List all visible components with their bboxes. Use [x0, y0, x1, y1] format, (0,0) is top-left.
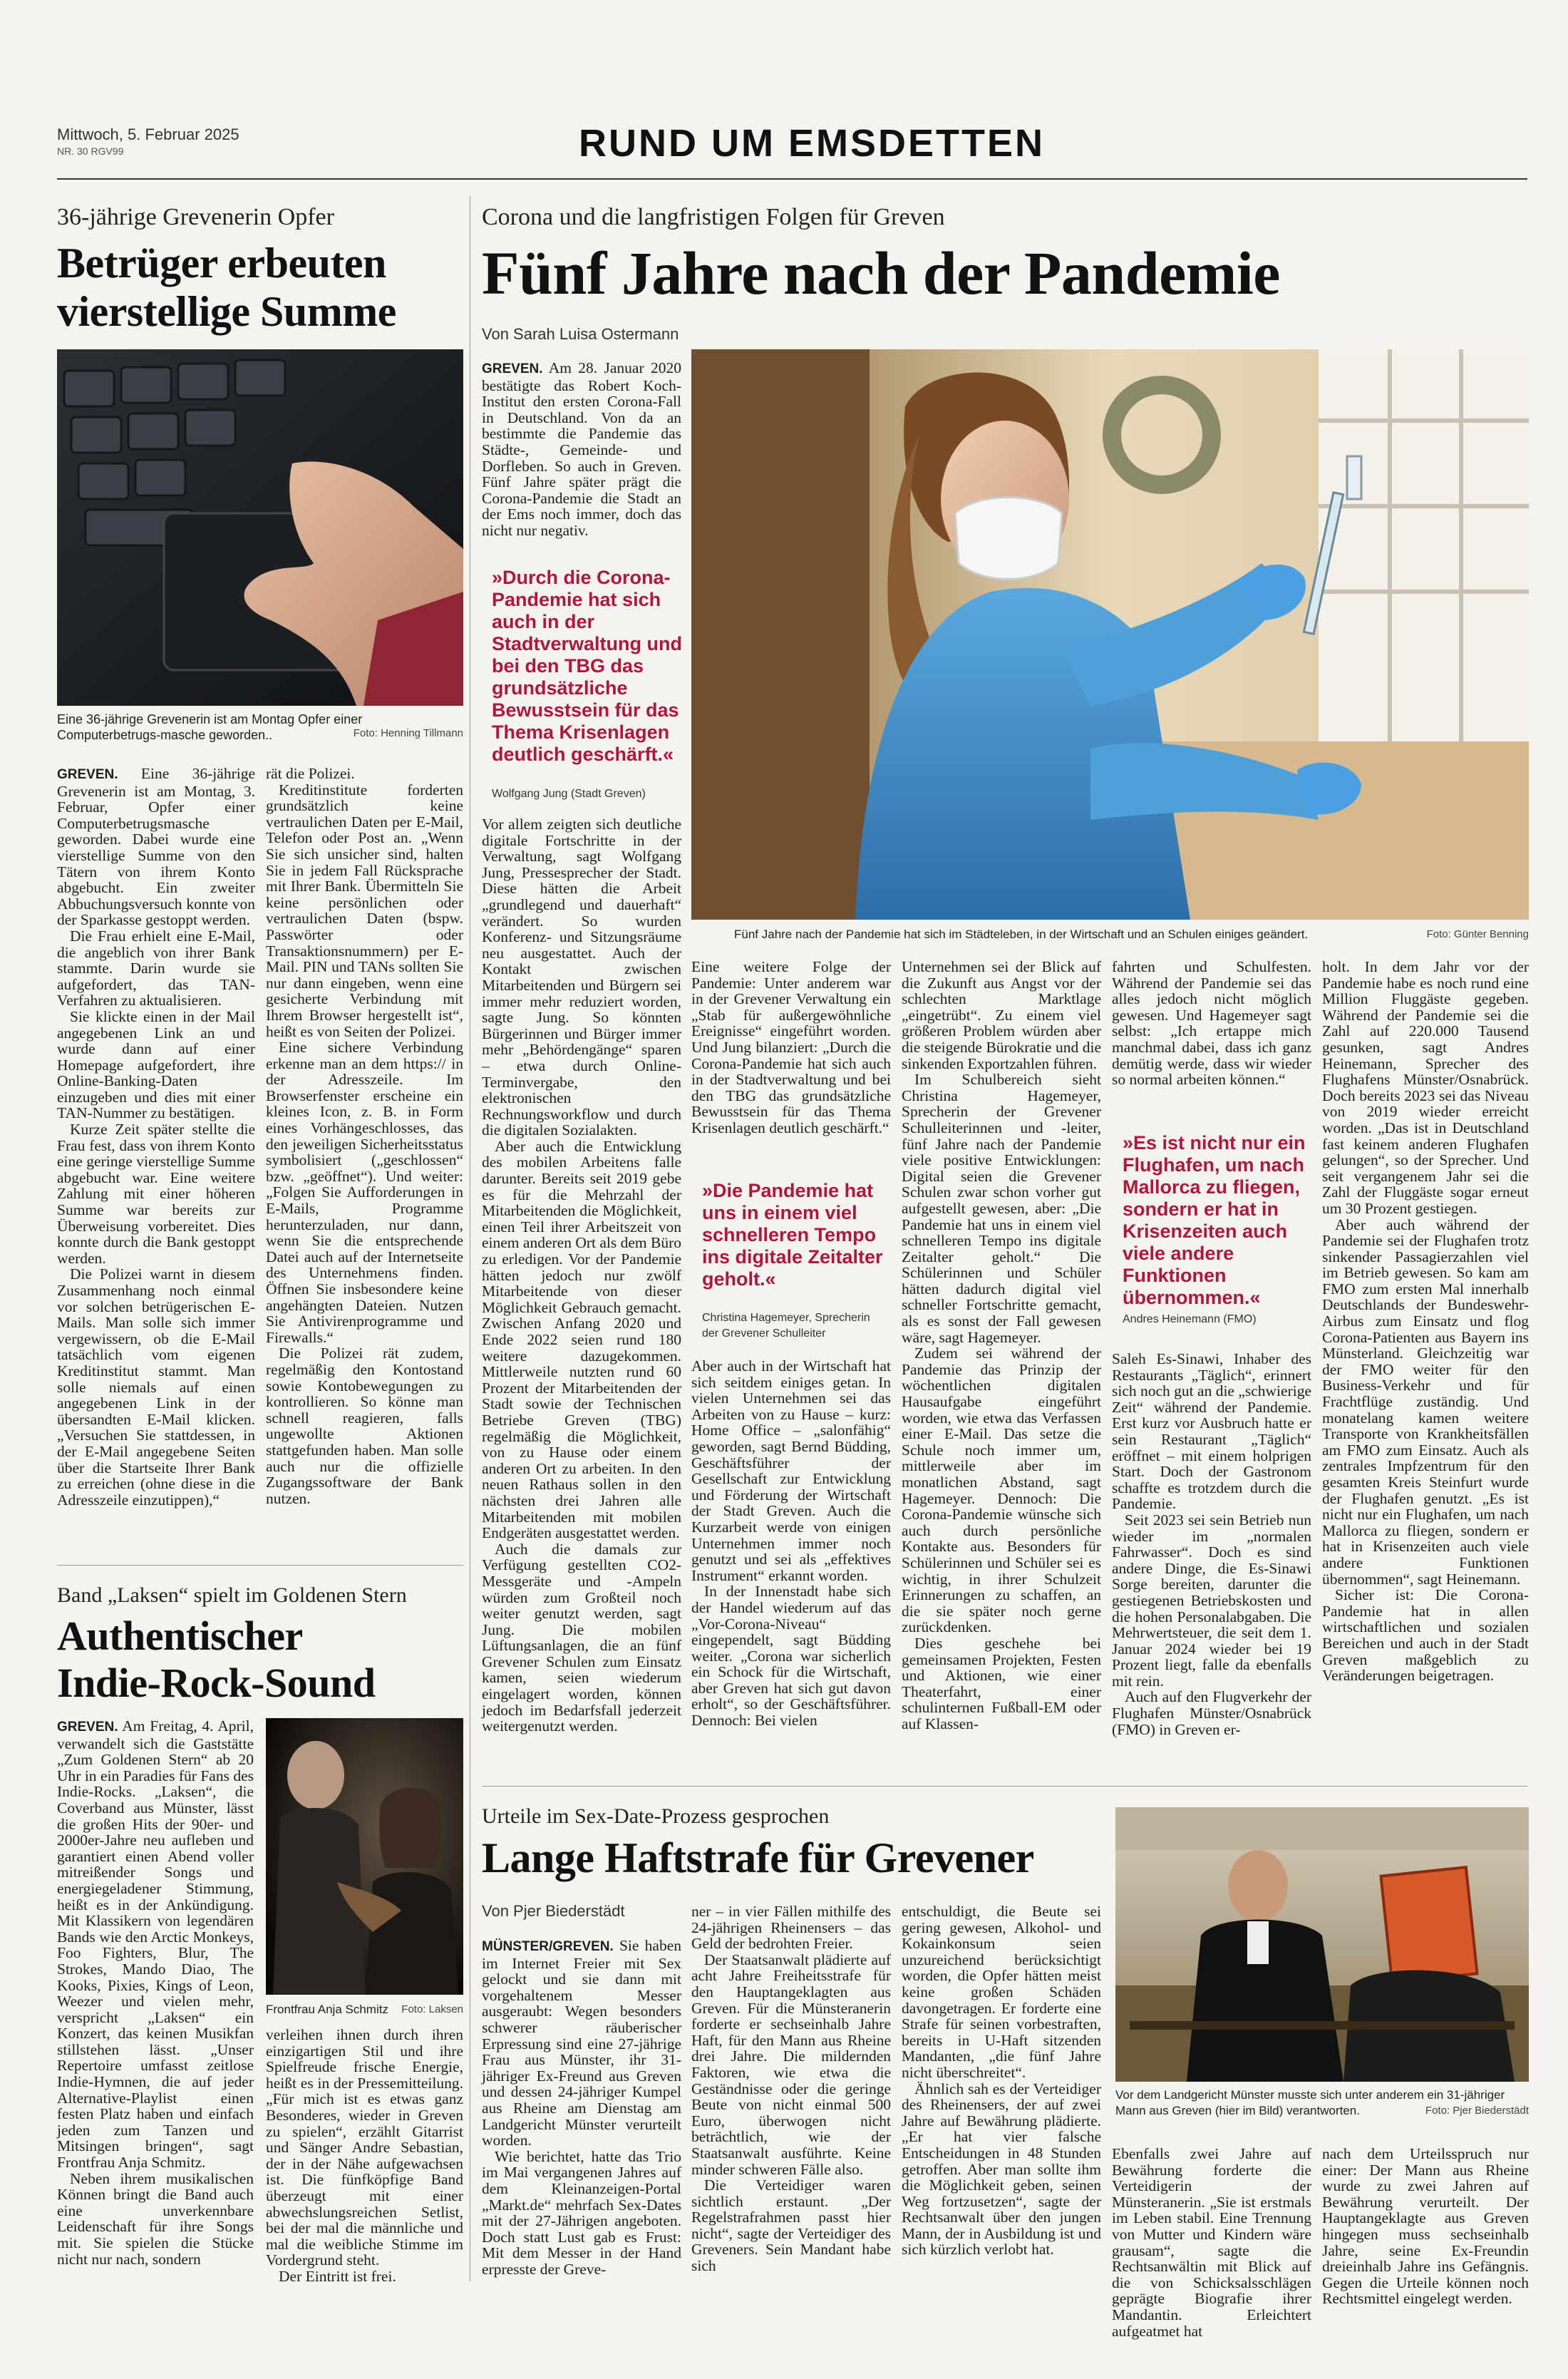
paragraph: Wie berichtet, hatte das Trio im Mai vergangenen Jahres auf dem Kleinanzeigen-Portal „Markt.de“ mehrfach Sex-Dates mit der 27-Jährigen angeboten. Doch statt Lust gab es Frust: Mit dem Messer in der Hand erpresste der Greve- [482, 2147, 681, 2278]
story4-headline: Lange Haftstrafe für Grevener [482, 1834, 1034, 1881]
paragraph: Eine sichere Verbindung erkenne man an dem https:// in der Adresszeile. Im Browserfenster erscheine ein kleines Icon, z. B. in Form eines Vorhängeschlosses, das den jeweiligen Sicherheitsstatus symbolisiert („geschlossen“ bzw. „geöffnet“). Und weiter: „Folgen Sie Aufforderungen in E-Mails, Programme herunterzuladen, nur dann, wenn Sie die entsprechende Datei auch auf der Internetseite des Unternehmens finden. Öffnen Sie insbesondere keine angehängten Dateien. Nutzen Sie Antivirenprogramme und Firewalls.“ [266, 1039, 463, 1346]
story3-kicker: Corona und die langfristigen Folgen für Greven [482, 204, 945, 230]
paragraph: Am 28. Januar 2020 bestätigte das Robert Koch-Institut den ersten Corona-Fall in Deutschland. Von da an bestimmte die Pandemie das Städte-, Gemeinde- und Dorfleben. So auch in Greven. Fünf Jahre später prägt die Corona-Pandemie die Stadt an der Ems noch immer, doch das nicht nur negativ. [482, 359, 681, 539]
story1-place: GREVEN. [57, 767, 118, 782]
paragraph: Saleh Es-Sinawi, Inhaber des Restaurants „Täglich“, erinnert sich noch gut an die „schwierige Zeit“ während der Pandemie. Erst kurz vor Ausbruch hatte er sein Restaurant „Täglich“ eröffnet – mit einem holprigen Start. Doch der Gastronom schaffte es trotzdem durch die Pandemie. [1112, 1350, 1312, 1513]
story4-kicker: Urteile im Sex-Date-Prozess gesprochen [482, 1804, 830, 1828]
story3-place: GREVEN. [482, 361, 543, 376]
paragraph: Unternehmen sei der Blick auf die Zukunft aus Angst vor der schlechten Marktlage „eingetrübt“. Zu einem viel größeren Problem würden aber die steigende Bürokratie und die sinkenden Exportzahlen führen. [902, 958, 1101, 1072]
story3-quote1-author: Wolfgang Jung (Stadt Greven) [492, 788, 646, 800]
story3-quote2-author: Christina Hagemeyer, Sprecherin der Grevener Schulleiter [702, 1312, 870, 1340]
paragraph: Die Polizei rät zudem, regelmäßig den Kontostand sowie Kontobewegungen zu kontrollieren. So könne man schnell reagieren, falls ungewollte Aktionen stattgefunden haben. Man solle auch nur die offizielle Zugangssoftware der Bank nutzen. [266, 1345, 463, 1507]
story4-credit: Foto: Pjer Biederstädt [1425, 2105, 1529, 2117]
keyboard-photo [57, 349, 463, 706]
story3-column-b [691, 959, 891, 1158]
story3-quote3: »Es ist nicht nur ein Flughafen, um nach Mallorca zu fliegen, sondern er hat in Krisenzeiten auch viele andere Funktionen übernommen.« [1123, 1132, 1306, 1308]
paragraph: holt. In dem Jahr vor der Pandemie habe es noch rund eine Million Fluggäste gegeben. Während der Pandemie sei die Zahl auf 220.000 Tausend gesunken, sagt Andres Heinemann, Sprecher des Flughafens Münster/Osnabrück. Doch bereits 2023 sei das Niveau von 2019 wieder erreicht worden. „Das ist in Deutschland fast keinem anderen Flughafen gelungen“, so der Sprecher. Und seit vergangenem Jahr sei die Zahl der Fluggäste sogar erneut um 30 Prozent gestiegen. [1322, 958, 1529, 1217]
story1-headline [57, 239, 396, 336]
paragraph: Sie klickte einen in der Mail angegebenen Link an und wurde dann auf einer Homepage aufgefordert, ihre Online-Banking-Daten einzugeben und dies mit einer TAN-Nummer zu bestätigen. [57, 1007, 255, 1122]
paragraph: Dies geschehe bei gemeinsamen Projekten, Festen und Aktionen, wie einer Theaterfahrt, einer schulinternen Fußball-EM oder auf Klassen- [902, 1634, 1101, 1732]
story3-column-c [902, 959, 1101, 1779]
story2-kicker: Band „Laksen“ spielt im Goldenen Stern [57, 1583, 407, 1607]
paragraph: rät die Polizei. [266, 765, 355, 782]
paragraph: Der Staatsanwalt plädierte auf acht Jahre Freiheitsstrafe für den Hauptangeklagten aus Greven. Für die Münsteranerin forderte er sechseinhalb Jahre Haft, für den Mann aus Rheine drei Jahre. Die mildernden Faktoren, wie etwa die Geständnisse oder die geringe Beute von nicht einmal 500 Euro, überwogen nicht beträchtlich, wie der Staatsanwalt ausführte. Keine minder schweren Fälle also. [691, 1951, 891, 2178]
paragraph: Kreditinstitute forderten grundsätzlich keine vertraulichen Daten per E-Mail, Telefon oder Post an. „Wenn Sie sich unsicher sind, halten Sie in jedem Fall Rücksprache mit Ihrer Bank. Übermitteln Sie keine persönlichen oder vertraulichen Daten (bspw. Passwörter oder Transaktionsnummern) per E-Mail. PIN und TANs sollten Sie nur dann eingeben, wenn eine gesicherte Verbindung mit Ihrem Browser hergestellt ist“, heißt es von Seiten der Polizei. [266, 781, 463, 1040]
story1-kicker: 36-jährige Grevenerin Opfer [57, 204, 334, 230]
header-issue: NR. 30 RGV99 [57, 145, 124, 157]
story2-column-2 [266, 2027, 463, 2283]
story4-column-3 [902, 1903, 1101, 2288]
story3-quote2: »Die Pandemie hat uns in einem viel schnelleren Tempo ins digitale Zeitalter geholt.« [702, 1180, 883, 1290]
paragraph: Ebenfalls zwei Jahre auf Bewährung forderte die Verteidigerin der Münsteranerin. „Sie ist erstmals im Leben stabil. Eine Trennung von Mutter und Kindern wäre grausam“, sagte die Rechtsanwältin mit Blick auf die von Schicksalsschlägen geprägte Biografie ihrer Mandantin. Erleichtert aufgeatmet hat [1112, 2145, 1311, 2340]
paragraph: Der Eintritt ist frei. [279, 2267, 396, 2285]
paragraph: Aber auch die Entwicklung des mobilen Arbeitens falle darunter. Bereits seit 2019 gebe es für die Mehrzahl der Mitarbeitenden die Möglichkeit, einen Teil ihrer Arbeitszeit von einem anderen Ort als dem Büro zu erledigen. Vor der Pandemie hätten jedoch nur zwölf Mitarbeitende von dieser Möglichkeit Gebrauch gemacht. Zwischen Anfang 2020 und Ende 2022 seien rund 180 weitere dazugekommen. Mittlerweile nutzten rund 60 Prozent der Mitarbeitenden der Stadt sowie der Technischen Betriebe Greven (TBG) regelmäßig die Möglichkeit, von zu Hause oder einem anderen Ort zu arbeiten. In den neuen Rathaus sollen in den nächsten drei Jahren alle Mitarbeitenden mit mobilen Endgeräten ausgestattet werden. [482, 1137, 682, 1542]
paragraph: Am Freitag, 4. April, verwandelt sich die Gaststätte „Zum Goldenen Stern“ ab 20 Uhr in ein Paradies für Fans des Indie-Rocks. „Laksen“, die Coverband aus Münster, lässt die großen Hits der 90er- und 2000er-Jahre neu aufleben und garantiert einen Abend voller mitreißender Songs und energiegeladener Stimmung, heißt es in der Ankündigung. Mit Klassikern von legendären Bands wie den Arctic Monkeys, Foo Fighters, Blur, The Strokes, Mando Diao, The Kooks, Pixies, Kings of Leon, Weezer und vielen mehr, verspricht „Laksen“ ein Konzert, das keinen Musikfan stillstehen lässt. „Unser Repertoire umfasst zeitlose Indie-Hymnen, die auf jeder Alternative-Playlist einen festen Platz haben und einfach jeden zum Tanzen und Mitsingen bringen“, sagt Frontfrau Anja Schmitz. [57, 1717, 254, 2172]
paragraph: Die Polizei warnt in diesem Zusammenhang noch einmal vor solchen betrügerischen E-Mails. Man solle sich immer vergewissern, ob die E-Mail tatsächlich vom eigenen Kreditinstitut stammt. Man solle niemals auf einen angegebenen Link in der übersandten E-Mail klicken. „Versuchen Sie stattdessen, in der E-Mail angegebene Seiten über die Startseite Ihrer Bank zu erreichen (ohne diese in die Adresszeile einzutippen),“ [57, 1265, 255, 1509]
story3-column-b2 [691, 1358, 891, 1779]
header-rule [57, 178, 1527, 180]
story1-headline-line1: Betrüger erbeuten [57, 240, 386, 287]
paragraph: Auch die damals zur Verfügung gestellten CO2-Messgeräte und -Ampeln würden zum Großteil noch weiter genutzt werden, sagt Jung. Die mobilen Lüftungsanlagen, die an fünf Grevener Schulen zum Einsatz kamen, seien wiederum eingelagert worden, können jedoch im Bedarfsfall jederzeit weitergenutzt werden. [482, 1540, 681, 1735]
paragraph: fahrten und Schulfesten. Während der Pandemie sei das alles jedoch nicht möglich gewesen. Und Hagemeyer sagt selbst: „Ich ertappe mich manchmal dabei, dass ich ganz demütig werde, dass wir wieder so normal arbeiten können.“ [1112, 958, 1311, 1089]
story4-column-5 [1322, 2145, 1529, 2308]
story2-caption: Frontfrau Anja Schmitz [266, 2003, 388, 2016]
paragraph: In der Innenstadt habe sich der Handel wiederum auf das „Vor-Corona-Niveau“ eingependelt, sagt Büdding weiter. „Corona war sicherlich ein Schock für die Wirtschaft, aber Greven hat sich gut davon erholt“, so der Geschäftsführer. Dennoch: Bei vielen [691, 1583, 891, 1730]
story1-credit: Foto: Henning Tillmann [353, 727, 463, 739]
header-date: Mittwoch, 5. Februar 2025 [57, 125, 239, 143]
story3-intro [482, 360, 681, 553]
story2-headline-line2: Indie-Rock-Sound [57, 1660, 376, 1706]
paragraph: Seit 2023 sei sein Betrieb nun wieder im „normalen Fahrwasser“. Doch es sind andere Dinge, die Es-Sinawi Sorge bereiten, darunter die gestiegenen Betriebskosten und die hohen Personalabgaben. Die Mehrwertsteuer, die seit dem 1. Januar 2024 wieder bei 19 Prozent liegt, falle da ebenfalls mit rein. [1112, 1511, 1311, 1690]
paragraph: Neben ihrem musikalischen Können bringt die Band auch eine unverkennbare Leidenschaft für ihre Songs mit. Sie spielen die Stücke nicht nur nach, sondern [57, 2169, 254, 2268]
section-title: RUND UM EMSDETTEN [579, 122, 1045, 165]
paragraph: nach dem Urteilsspruch nur einer: Der Mann aus Rheine wurde zu zwei Jahren auf Bewährung verurteilt. Der Hauptangeklagte aus Greven hingegen muss sechseinhalb Jahre, seine Ex-Freundin dreieinhalb Jahre ins Gefängnis. Gegen die Urteile können noch Rechtsmittel eingelegt werden. [1322, 2145, 1529, 2308]
story2-headline-line1: Authentischer [57, 1613, 303, 1659]
court-photo [1115, 1807, 1529, 2082]
paragraph: Vor allem zeigten sich deutliche digitale Fortschritte in der Verwaltung, sagt Wolfgang Jung, Pressesprecher der Stadt. Diese hätten die Arbeit „grundlegend und dauerhaft“ verändert. So wurden Konferenz- und Sitzungsräume neu ausgestattet. Auch der Kontakt zwischen Mitarbeitenden und Bürgern sei immer mehr reduziert worden, sagte Jung. So könnten Bürgerinnen und Bürger immer mehr „Behördengänge“ sparen – etwa durch Online-Terminvergabe, den elektronischen Rechnungsworkflow und durch die digitalen Sozialakten. [482, 816, 681, 1139]
paragraph: Aber auch in der Wirtschaft hat sich seitdem einiges getan. In vielen Unternehmen sei das Arbeiten von zu Hause – kurz: Home Office – „salonfähig“ geworden, sagt Bernd Büdding, Geschäftsführer der Gesellschaft zur Entwicklung und Förderung der Wirtschaft der Stadt Greven. Auch die Kurzarbeit werde von einigen Unternehmen immer noch genutzt und sei als „effektives Instrument“ erkannt worden. [691, 1357, 891, 1584]
story3-byline: Von Sarah Luisa Ostermann [482, 325, 679, 343]
story3-column-d1 [1112, 959, 1311, 1119]
paragraph: Aber auch während der Pandemie sei der Flughafen trotz sinkender Passagierzahlen viel im Betrieb gewesen. So kam am FMO zum ersten Mal innerhalb Deutschlands der Bundeswehr-Airbus zum Einsatz und flog Corona-Patienten aus Bayern ins Münsterland. Gleichzeitig war der FMO weiter für den Business-Verkehr und für Frachtflüge zuständig. Und monatelang kamen weitere Transporte von Krankheitsfällen am FMO zum Einsatz. Auch als zentrales Impfzentrum für den gesamten Kreis Steinfurt wurde der Flughafen genutzt. „Es ist nicht nur ein Flughafen, um nach Mallorca zu fliegen, sondern er hat in Krisenzeiten auch viele andere Funktionen übernommen“, sagt Heinemann. [1322, 1216, 1529, 1588]
paragraph: Sie haben im Internet Freier mit Sex gelockt und sie dann mit vorgehaltenem Messer ausgeraubt: Wegen besonders schwerer räuberischer Erpressung sind eine 27-jährige Frau aus Münster, ihr 31-jähriger Ex-Freund aus Greven und dessen 24-jähriger Kumpel aus Rheine am Dienstag am Landgericht Münster verurteilt worden. [482, 1937, 681, 2149]
story2-column-1 [57, 1718, 254, 2281]
story4-byline: Von Pjer Biederstädt [482, 1902, 625, 1920]
story2-place: GREVEN. [57, 1720, 118, 1735]
story3-column-a [482, 816, 681, 1775]
paragraph: Sicher ist: Die Corona-Pandemie hat in allen wirtschaftlichen und sozialen Bereichen und auch in der Stadt Greven maßgeblich zu Veränderungen beigetragen. [1322, 1586, 1529, 1685]
paragraph: verleihen ihnen durch ihren einzigartigen Stil und ihre Spielfreude frische Energie, heißt es in der Pressemitteilung. „Für mich ist es etwas ganz Besonderes, wieder in Greven zu spielen“, erzählt Gitarrist und Sänger Andre Sebastian, der in der Nähe aufgewachsen ist. Die fünfköpfige Band überzeugt mit einer abwechslungsreichen Setlist, bei der mal die männliche und mal die weibliche Stimme im Vordergrund steht. [266, 2026, 463, 2269]
story-divider [482, 1786, 1527, 1787]
story1-column-2 [266, 766, 463, 1550]
paragraph: Im Schulbereich sieht Christina Hagemeyer, Sprecherin der Grevener Schulleiterinnen und -leiter, fünf Jahre nach der Pandemie viele positive Entwicklungen: Digital seien die Grevener Schulen zwar schon vorher gut aufgestellt gewesen, aber: „Die Pandemie hat uns in einem viel schnelleren Tempo ins digitale Zeitalter geholt.“ Die Schülerinnen und Schüler hätten dadurch digital viel schneller Fortschritte gemacht, als es sonst der Fall gewesen wäre, sagt Hagemeyer. [902, 1071, 1101, 1346]
paragraph: ner – in vier Fällen mithilfe des 24-jährigen Rheinensers – das Geld der bedrohten Freier. [691, 1903, 891, 1953]
band-photo [266, 1718, 463, 1995]
story4-place: MÜNSTER/GREVEN. [482, 1939, 614, 1954]
paragraph: Eine weitere Folge der Pandemie: Unter anderem war in der Grevener Verwaltung ein „Stab für außergewöhnliche Ereignisse“ eingeführt worden. Und Jung bilanziert: „Durch die Corona-Pandemie hat sich auch in der Stadtverwaltung und bei den TBG das grundsätzliche Bewusstsein für das Thema Krisenlagen deutlich geschärft.“ [691, 958, 891, 1136]
story1-caption: Eine 36-jährige Grevenerin ist am Montag Opfer einer Computerbetrugs-masche geworden.. [57, 712, 363, 742]
story3-column-d2 [1112, 1351, 1311, 1779]
paragraph: Kurze Zeit später stellte die Frau fest, dass von ihrem Konto eine geringe vierstellige Summe abgebucht war. Eine weitere Zahlung mit einer höheren Summe war bereits zur Überweisung vorbereitet. Dies konnte durch die Bank gestoppt werden. [57, 1121, 255, 1267]
paragraph: Zudem sei während der Pandemie das Prinzip der wöchentlichen digitalen Hausaufgabe eingeführt worden, wie etwa das Verfassen einer E-Mail. Das setze die Schule noch immer um, mittlerweile aber im monatlichen Abstand, sagt Hagemeyer. Dennoch: Die Corona-Pandemie wünsche sich auch durch persönliche Kontakte aus. Besonders für Schülerinnen und Schüler sei es wichtig, in ihrer Schulzeit Erinnerungen zu schaffen, an die sie später noch gerne zurückdenken. [902, 1345, 1101, 1636]
story3-caption: Fünf Jahre nach der Pandemie hat sich im Städteleben, in der Wirtschaft und an Schulen einiges geändert. [734, 928, 1309, 941]
paragraph: Auch auf den Flugverkehr der Flughafen Münster/Osnabrück (FMO) in Greven er- [1112, 1688, 1311, 1738]
story3-quote1: »Durch die Corona-Pandemie hat sich auch in der Stadtverwaltung und bei den TBG das grundsätzliche Bewusstsein für das Thema Krisenlagen deutlich geschärft.« [492, 567, 683, 765]
story3-credit: Foto: Günter Benning [1426, 928, 1529, 940]
story1-column-1 [57, 766, 255, 1550]
paragraph: Die Frau erhielt eine E-Mail, die angeblich von ihrer Bank stammte. Darin wurde sie aufgefordert, das TAN-Verfahren zu aktualisieren. [57, 927, 255, 1009]
story4-column-4 [1112, 2145, 1311, 2340]
story3-quote3-author: Andres Heinemann (FMO) [1123, 1313, 1257, 1325]
vaccination-photo [691, 349, 1529, 920]
story2-headline [57, 1613, 375, 1707]
story3-column-e [1322, 959, 1529, 1779]
story4-caption: Vor dem Landgericht Münster musste sich unter anderem ein 31-jähriger Mann aus Greven (hier im Bild) verantworten. [1115, 2088, 1505, 2117]
story4-column-1 [482, 1938, 681, 2287]
story2-credit: Foto: Laksen [401, 2003, 463, 2015]
paragraph: Eine 36-jährige Grevenerin ist am Montag, 3. Februar, Opfer einer Computerbetrugsmasche geworden. Dabei wurde eine vierstellige Summe von den Tätern von ihrem Konto abgebucht. Ein zweiter Abbuchungsversuch konnte von der Sparkasse gestoppt werden. [57, 765, 255, 929]
paragraph: Die Verteidiger waren sichtlich erstaunt. „Der Regelstrafrahmen passt hier nicht“, sagte der Verteidiger des Greveners. Sein Mandant habe sich [691, 2177, 891, 2275]
paragraph: Ähnlich sah es der Verteidiger des Rheinensers, der auf zwei Jahre auf Bewährung plädierte. „Er hat vier falsche Entscheidungen in 48 Stunden getroffen. Aber man sollte ihm die Möglichkeit geben, seinen Weg fortzusetzen“, sagte der Rechtsanwalt über den jungen Mann, der in Ausbildung ist und sich kürzlich verlobt hat. [902, 2080, 1101, 2259]
story4-column-2 [691, 1903, 891, 2288]
story1-headline-line2: vierstellige Summe [57, 288, 396, 335]
paragraph: entschuldigt, die Beute sei gering gewesen, Alkohol- und Kokainkonsum seien unzureichend berücksichtigt worden, die Opfer hätten meist keine großen Schäden davongetragen. Er forderte eine Strafe für seinen vorbestraften, bereits in U-Haft sitzenden Mandanten, „die fünf Jahre nicht überschreitet“. [902, 1903, 1101, 2081]
story-divider [57, 1565, 463, 1566]
story3-headline: Fünf Jahre nach der Pandemie [482, 239, 1280, 307]
